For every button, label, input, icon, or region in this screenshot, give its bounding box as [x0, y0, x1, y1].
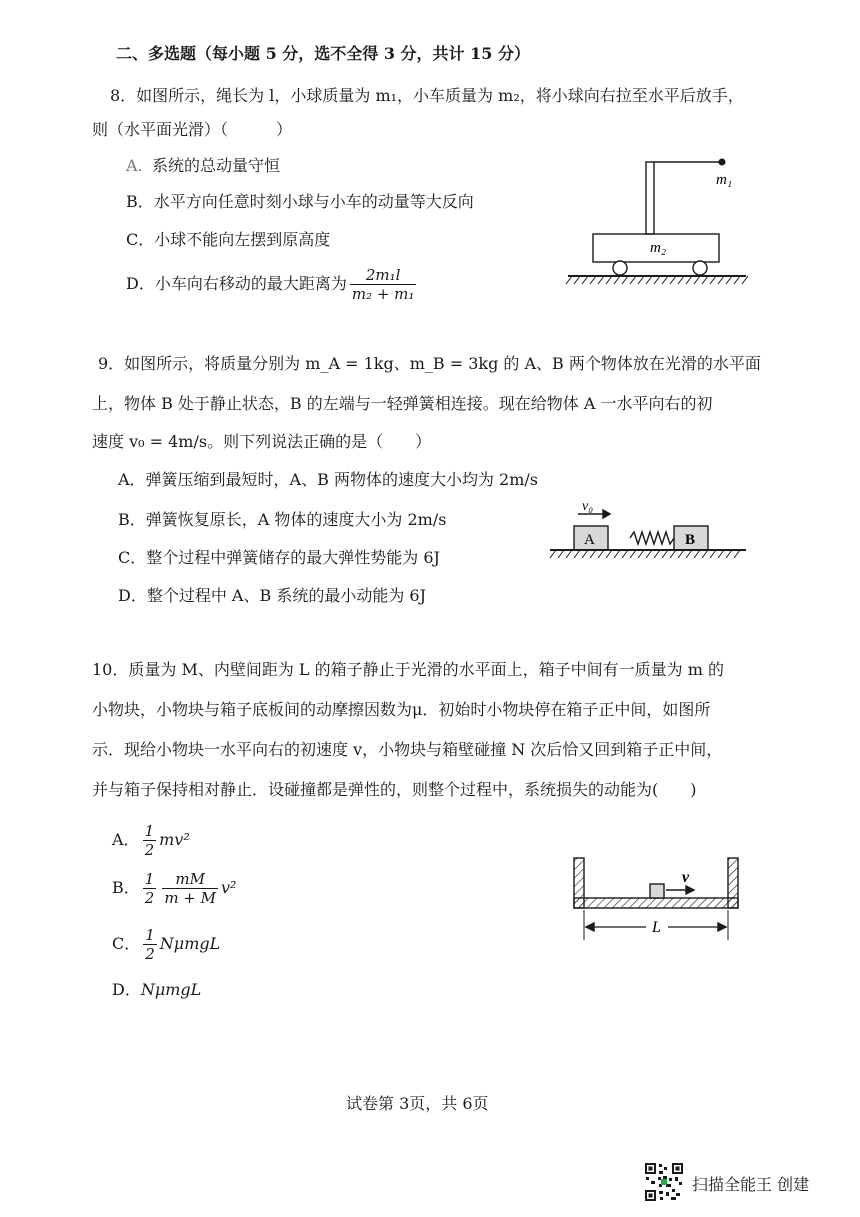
q8-ball — [719, 159, 726, 166]
q9-option-a: A．弹簧压缩到最短时，A、B 两物体的速度大小均为 2m/s — [118, 470, 538, 489]
q10-option-b — [112, 866, 236, 910]
q9-stem-line2: 上，物体 B 处于静止状态，B 的左端与一轻弹簧相连接。现在给物体 A 一水平向右的初 — [92, 394, 713, 413]
q10-box-figure — [566, 852, 746, 944]
q8-stem-line2: 则（水平面光滑）（ ） — [92, 120, 293, 139]
q10-option-c — [112, 922, 220, 966]
q10-fig-l: L — [652, 919, 661, 936]
q10-option-c-fraction — [143, 926, 157, 963]
q10-stem-line3: 示．现给小物块一水平向右的初速度 v，小物块与箱壁碰撞 N 次后恰又回到箱子正中间， — [92, 740, 723, 759]
q9-option-b: B．弹簧恢复原长，A 物体的速度大小为 2m/s — [118, 510, 447, 529]
q10-option-a-numerator: 1 — [144, 821, 155, 840]
q10-option-b-denominator1: 2 — [144, 888, 155, 907]
q8-option-a-text: 系统的总动量守恒 — [152, 156, 281, 175]
q10-option-b-fraction1 — [143, 870, 157, 907]
q8-stem-line1: 8．如图所示，绳长为 l，小球质量为 m₁，小车质量为 m₂，将小球向右拉至水平后放手， — [110, 86, 744, 105]
q10-option-c-label: C． — [112, 934, 141, 953]
q10-stem-line2: 小物块，小物块与箱子底板间的动摩擦因数为μ．初始时小物块停在箱子正中间，如图所 — [92, 700, 711, 719]
q10-stem-line1: 10．质量为 M、内壁间距为 L 的箱子静止于光滑的水平面上，箱子中间有一质量为 m 的 — [92, 660, 724, 679]
q8-option-a-label: A. — [126, 156, 143, 175]
q8-option-d-text: D．小车向右移动的最大距离为 — [126, 274, 347, 293]
q9-option-c: C．整个过程中弹簧储存的最大弹性势能为 6J — [118, 548, 440, 567]
q10-option-c-expr: NμmgL — [159, 934, 221, 953]
watermark-text: 扫描全能王 创建 — [692, 1175, 810, 1194]
q10-option-c-numerator: 1 — [145, 925, 155, 944]
q10-fig-v: v — [682, 869, 690, 886]
q9-fig-block-a: A — [584, 532, 595, 548]
q8-option-d-denominator: m₂ + m₁ — [351, 284, 415, 303]
qr-code-icon — [644, 1162, 684, 1202]
q8-option-d-fraction — [350, 266, 417, 303]
q10-option-b-label: B． — [112, 878, 140, 897]
q10-option-a-denominator: 2 — [144, 840, 155, 859]
q9-spring-figure — [548, 500, 748, 570]
q10-option-b-numerator2: mM — [162, 870, 218, 889]
q9-stem-line3: 速度 v₀ = 4m/s。则下列说法正确的是（ ） — [92, 432, 432, 451]
q10-option-a — [112, 818, 190, 862]
page-number: 试卷第 3页，共 6页 — [346, 1094, 489, 1113]
q8-option-a — [126, 156, 280, 176]
q8-option-b: B．水平方向任意时刻小球与小车的动量等大反向 — [126, 192, 474, 211]
q8-cart-figure — [560, 150, 760, 290]
q10-option-b-expr: v² — [221, 878, 237, 897]
q10-option-a-expr: mv² — [159, 830, 190, 849]
q10-option-d — [112, 980, 201, 1000]
q8-fig-m1: m₁ — [716, 172, 733, 188]
q9-fig-v0: v₀ — [582, 500, 594, 514]
q10-stem-line4: 并与箱子保持相对静止．设碰撞都是弹性的，则整个过程中，系统损失的动能为( ) — [92, 780, 697, 799]
q10-option-b-denominator2: m + M — [164, 888, 216, 907]
q10-option-d-expr: NμmgL — [140, 980, 202, 999]
q10-option-a-fraction — [143, 822, 157, 859]
q9-fig-block-b: B — [685, 532, 696, 548]
q10-option-d-label: D． — [112, 980, 141, 999]
q8-fig-m2: m₂ — [650, 240, 667, 256]
q8-option-d — [126, 262, 419, 306]
section-title: 二、多选题（每小题 5 分，选不全得 3 分，共计 15 分） — [116, 44, 530, 63]
q10-option-b-fraction2 — [162, 870, 218, 907]
q8-option-c: C．小球不能向左摆到原高度 — [126, 230, 331, 249]
q9-stem-line1: 9．如图所示，将质量分别为 m_A = 1kg、m_B = 3kg 的 A、B 两个物体放在光滑的水平面 — [98, 354, 761, 373]
q10-option-a-label: A． — [112, 830, 140, 849]
q8-option-d-numerator: 2m₁l — [350, 266, 417, 285]
q10-option-c-denominator: 2 — [145, 944, 155, 963]
q10-option-b-numerator1: 1 — [144, 869, 155, 888]
q9-option-d: D．整个过程中 A、B 系统的最小动能为 6J — [118, 586, 426, 605]
